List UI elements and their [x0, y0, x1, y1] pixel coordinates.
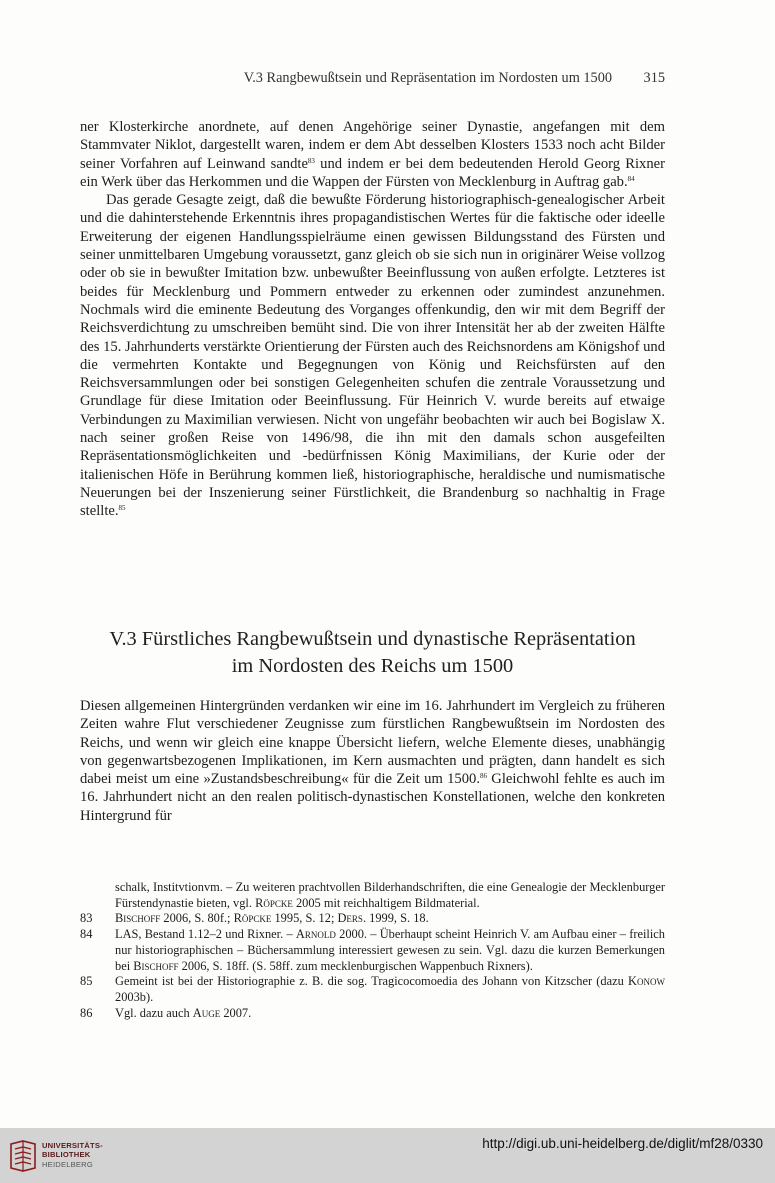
running-head [80, 70, 665, 92]
logo-line-2: BIBLIOTHEK [42, 1150, 91, 1160]
footnote-ref-86: 86 [479, 772, 487, 781]
section-heading [80, 626, 665, 679]
footnote-ref-83: 83 [307, 156, 315, 165]
footnote-85 [80, 974, 665, 1005]
footnote-number: 83 [80, 911, 93, 926]
paragraph-3-text-a: Diesen allgemeinen Hintergründen verdanken wir eine im 16. Jahrhundert im Vergleich zu früheren Zeiten wahre Flut verschiedener Zeugnisse zum fürstlichen Rangbewußtsein im Nordosten des Reichs, und wenn wir gleich eine knappe Übersicht liefern, welche Elemente dieses, unabhängig von gegenwartsbezogenen Implikationen, im Kern ausmachten und prägten, dann handelt es sich dabei meist um eine »Zustandsbeschreibung« für die Zeit um 1500. [80, 698, 665, 788]
paragraph-1 [80, 118, 665, 191]
library-logo-text [42, 1141, 103, 1169]
footnote-86 [80, 1006, 665, 1022]
paragraph-3 [80, 697, 665, 825]
section-heading-line-1: V.3 Fürstliches Rangbewußtsein und dynastische Repräsentation [109, 628, 636, 650]
footnote-number: 86 [80, 1005, 93, 1020]
footnote-number: 85 [80, 974, 93, 989]
footnote-continued [80, 880, 665, 911]
paragraph-1-text-a: ner Klosterkirche anordnete, auf denen Angehörige seiner Dynastie, angefangen mit dem Stammvater Niklot, dargestellt waren, indem er dem Abt desselben Klosters 1533 noch acht Bilder seiner Vorfahren auf Leinwand sandte [80, 119, 665, 172]
paragraph-1-text-b: und indem er bei dem bedeutenden Herold Georg Rixner ein Werk über das Herkommen und die Wappen der Fürsten von Mecklenburg in Auftrag gab. [80, 155, 665, 190]
footnote-text: Gemeint ist bei der Historiographie z. B. die sog. Tragicocomoedia des Johann von Kitzscher (dazu Konow 2003b). [115, 974, 665, 1004]
footnote-83 [80, 911, 665, 927]
library-logo-icon [9, 1140, 37, 1172]
paragraph-2 [80, 191, 665, 520]
footnote-84 [80, 927, 665, 974]
logo-line-3: HEIDELBERG [42, 1159, 93, 1169]
permalink-url[interactable]: http://digi.ub.uni-heidelberg.de/diglit/mf28/0330 [482, 1136, 763, 1151]
logo-line-1: UNIVERSITÄTS- [42, 1141, 103, 1150]
footnote-text: Vgl. dazu auch Auge 2007. [115, 1005, 252, 1020]
footnote-ref-85: 85 [118, 504, 126, 513]
main-text-lower [80, 697, 665, 825]
section-heading-line-2: im Nordosten des Reichs um 1500 [231, 654, 514, 677]
footnote-text: LAS, Bestand 1.12–2 und Rixner. – Arnold 2000. – Überhaupt scheint Heinrich V. am Aufbau einer – freilich nur historiographischen – Büchersammlung interessiert gewesen zu sein. Vgl. dazu die kurzen Bemerkungen bei Bischoff 2006, S. 18ff. (S. 58ff. zum mecklenburgischen Wappenbuch Rixners). [115, 927, 665, 973]
footnote-number: 84 [80, 927, 93, 942]
paragraph-2-text: Das gerade Gesagte zeigt, daß die bewußte Förderung historiographisch-genealogischer Arbeit und die dahinterstehende Erkenntnis ihres propagandistischen Wertes für die faktische oder ideelle Erweiterung der eigenen Handlungsspielräume einen gewissen Bildungsstand des Fürsten und seiner unmittelbaren Umgebung voraussetzt, ganz gleich ob sie sich nun in originärer Weise vollzog oder ob sie in bewußter Imitation bzw. unbewußter Beeinflussung von außen erfolgte. Letzteres ist beides für Mecklenburg und Pommern entweder zu erkennen oder zumindest anzunehmen. Nochmals wird die eminente Bedeutung des Vorganges offenkundig, den wir mit dem Begriff der Reichsverdichtung zu umschreiben bemüht sind. Die von ihrer Intensität her ab der zweiten Hälfte des 15. Jahrhunderts verstärkte Orientierung der Fürsten auch des Reichsnordens am Königshof und die vermehrten Kontakte und Begegnungen von König und Reichsfürsten auf den Reichsversammlungen oder bei sonstigen Gelegenheiten schufen die zentrale Voraussetzung und Grundlage für diese Imitation oder Beeinflussung. Für Heinrich V. wurde bereits auf etwaige Verbindungen zu Maximilian verwiesen. Nicht von ungefähr beobachten wir auch bei Bogislaw X. nach seiner großen Reise von 1496/98, die ihn mit den damals schon ausgefeilten Repräsentationsmöglichkeiten und -bedürfnissen König Maximilians, der Kurie oder der italienischen Höfe in Berührung kommen ließ, historiographische, heraldische und numismatische Neuerungen bei der Inszenierung seiner Fürstlichkeit, die Brandenburg so nachhaltig in Frage stellte. [80, 192, 665, 520]
running-title: V.3 Rangbewußtsein und Repräsentation im Nordosten um 1500 [243, 70, 612, 86]
paragraph-3-text-b: Gleichwohl fehlte es auch im 16. Jahrhundert nicht an den realen politisch-dynastischen Konstellationen, welche den konkreten Hintergrund für [80, 771, 665, 824]
page-number: 315 [643, 70, 665, 86]
footnote-text: Bischoff 2006, S. 80f.; Röpcke 1995, S. 12; Ders. 1999, S. 18. [115, 911, 429, 926]
main-text-upper [80, 118, 665, 521]
footnote-ref-84: 84 [627, 174, 635, 183]
footnote-continued-text: schalk, Institvtionvm. – Zu weiteren prachtvollen Bilderhandschriften, die eine Genealogie der Mecklenburger Fürstendynastie bieten, vgl. Röpcke 2005 mit reichhaltigem Bildmaterial. [115, 880, 665, 910]
footnotes [80, 880, 665, 1021]
